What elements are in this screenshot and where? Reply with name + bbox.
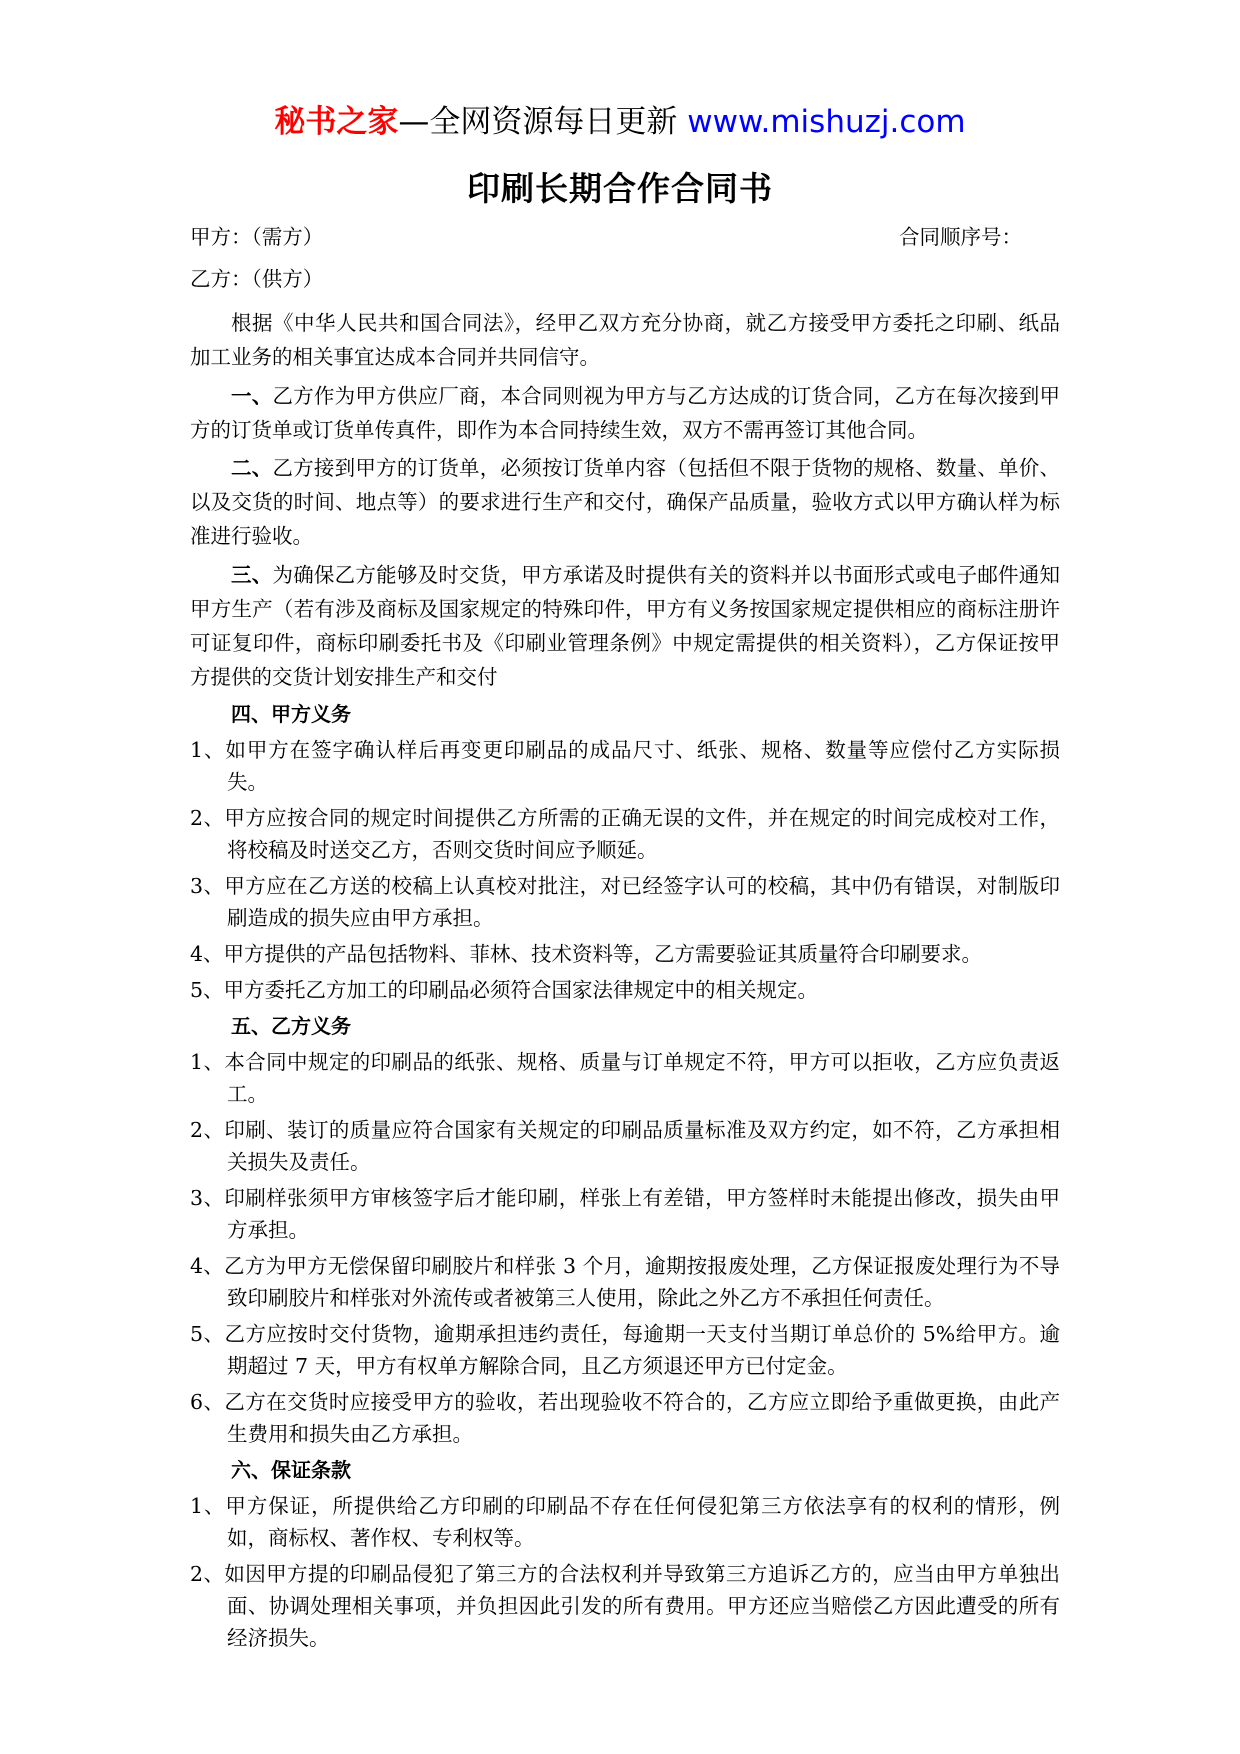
- clause-2-label: 二、: [231, 456, 273, 480]
- list-item: 2、印刷、装订的质量应符合国家有关规定的印刷品质量标准及双方约定，如不符，乙方承担相关损失及责任。: [190, 1118, 1060, 1174]
- clause-3-label: 三、: [231, 562, 273, 587]
- site-banner: [0, 100, 1240, 144]
- list-item: 2、甲方应按合同的规定时间提供乙方所需的正确无误的文件，并在规定的时间完成校对工作，将校稿及时送交乙方，否则交货时间应予顺延。: [190, 806, 1060, 862]
- section-heading-party-b-obligations: 五、乙方义务: [231, 1014, 351, 1038]
- list-item: 1、本合同中规定的印刷品的纸张、规格、质量与订单规定不符，甲方可以拒收，乙方应负责返工。: [190, 1050, 1060, 1106]
- list-item: 4、乙方为甲方无偿保留印刷胶片和样张 3 个月，逾期按报废处理，乙方保证报废处理行为不导致印刷胶片和样张对外流传或者被第三人使用，除此之外乙方不承担任何责任。: [190, 1254, 1060, 1310]
- list-item: 3、印刷样张须甲方审核签字后才能印刷，样张上有差错，甲方签样时未能提出修改，损失由甲方承担。: [190, 1186, 1060, 1242]
- section-heading-party-a-obligations: 四、甲方义务: [231, 702, 351, 726]
- clause-3: [190, 558, 1060, 694]
- list-item: 3、甲方应在乙方送的校稿上认真校对批注，对已经签字认可的校稿，其中仍有错误，对制版印刷造成的损失应由甲方承担。: [190, 874, 1060, 930]
- clause-1-text: 乙方作为甲方供应厂商，本合同则视为甲方与乙方达成的订货合同，乙方在每次接到甲方的订货单或订货单传真件，即作为本合同持续生效，双方不需再签订其他合同。: [190, 383, 1061, 442]
- list-item: 1、甲方保证，所提供给乙方印刷的印刷品不存在任何侵犯第三方依法享有的权利的情形，例如，商标权、著作权、专利权等。: [190, 1494, 1060, 1550]
- contract-sequence-label: 合同顺序号：: [899, 225, 1022, 249]
- clause-3-text: 为确保乙方能够及时交货，甲方承诺及时提供有关的资料并以书面形式或电子邮件通知甲方生产（若有涉及商标及国家规定的特殊印件，甲方有义务按国家规定提供相应的商标注册许可证复印件，商标印刷委托书及《印刷业管理条例》中规定需提供的相关资料），乙方保证按甲方提供的交货计划安排生产和交付: [190, 562, 1061, 689]
- clause-2: [190, 451, 1060, 553]
- banner-brand: 秘书之家: [274, 104, 399, 140]
- section-heading-guarantee-terms: 六、保证条款: [231, 1458, 351, 1482]
- banner-site-link[interactable]: www.mishuzj.com: [687, 104, 966, 140]
- contract-title: 印刷长期合作合同书: [467, 169, 773, 208]
- list-item: 2、如因甲方提的印刷品侵犯了第三方的合法权利并导致第三方追诉乙方的，应当由甲方单独出面、协调处理相关事项，并负担因此引发的所有费用。甲方还应当赔偿乙方因此遭受的所有经济损失。: [190, 1562, 1060, 1650]
- party-b-label: 乙方：（供方）: [190, 267, 324, 291]
- banner-tagline: —全网资源每日更新: [398, 104, 678, 140]
- intro-paragraph: 根据《中华人民共和国合同法》，经甲乙双方充分协商，就乙方接受甲方委托之印刷、纸品加工业务的相关事宜达成本合同并共同信守。: [190, 311, 1060, 369]
- list-item: 5、乙方应按时交付货物，逾期承担违约责任，每逾期一天支付当期订单总价的 5%给甲方。逾期超过 7 天，甲方有权单方解除合同，且乙方须退还甲方已付定金。: [190, 1322, 1060, 1378]
- clause-1: [190, 379, 1060, 447]
- list-item: 6、乙方在交货时应接受甲方的验收，若出现验收不符合的，乙方应立即给予重做更换，由此产生费用和损失由乙方承担。: [190, 1390, 1060, 1446]
- list-item: 4、甲方提供的产品包括物料、菲林、技术资料等，乙方需要验证其质量符合印刷要求。: [190, 942, 983, 966]
- contract-body: [190, 306, 1060, 1658]
- list-item: 1、如甲方在签字确认样后再变更印刷品的成品尺寸、纸张、规格、数量等应偿付乙方实际损失。: [190, 738, 1060, 794]
- clause-1-label: 一、: [231, 383, 273, 408]
- party-a-label: 甲方：（需方）: [190, 225, 324, 249]
- list-item: 5、甲方委托乙方加工的印刷品必须符合国家法律规定中的相关规定。: [190, 978, 819, 1002]
- clause-2-text: 乙方接到甲方的订货单，必须按订货单内容（包括但不限于货物的规格、数量、单价、以及交货的时间、地点等）的要求进行生产和交付，确保产品质量，验收方式以甲方确认样为标准进行验收。: [190, 456, 1061, 548]
